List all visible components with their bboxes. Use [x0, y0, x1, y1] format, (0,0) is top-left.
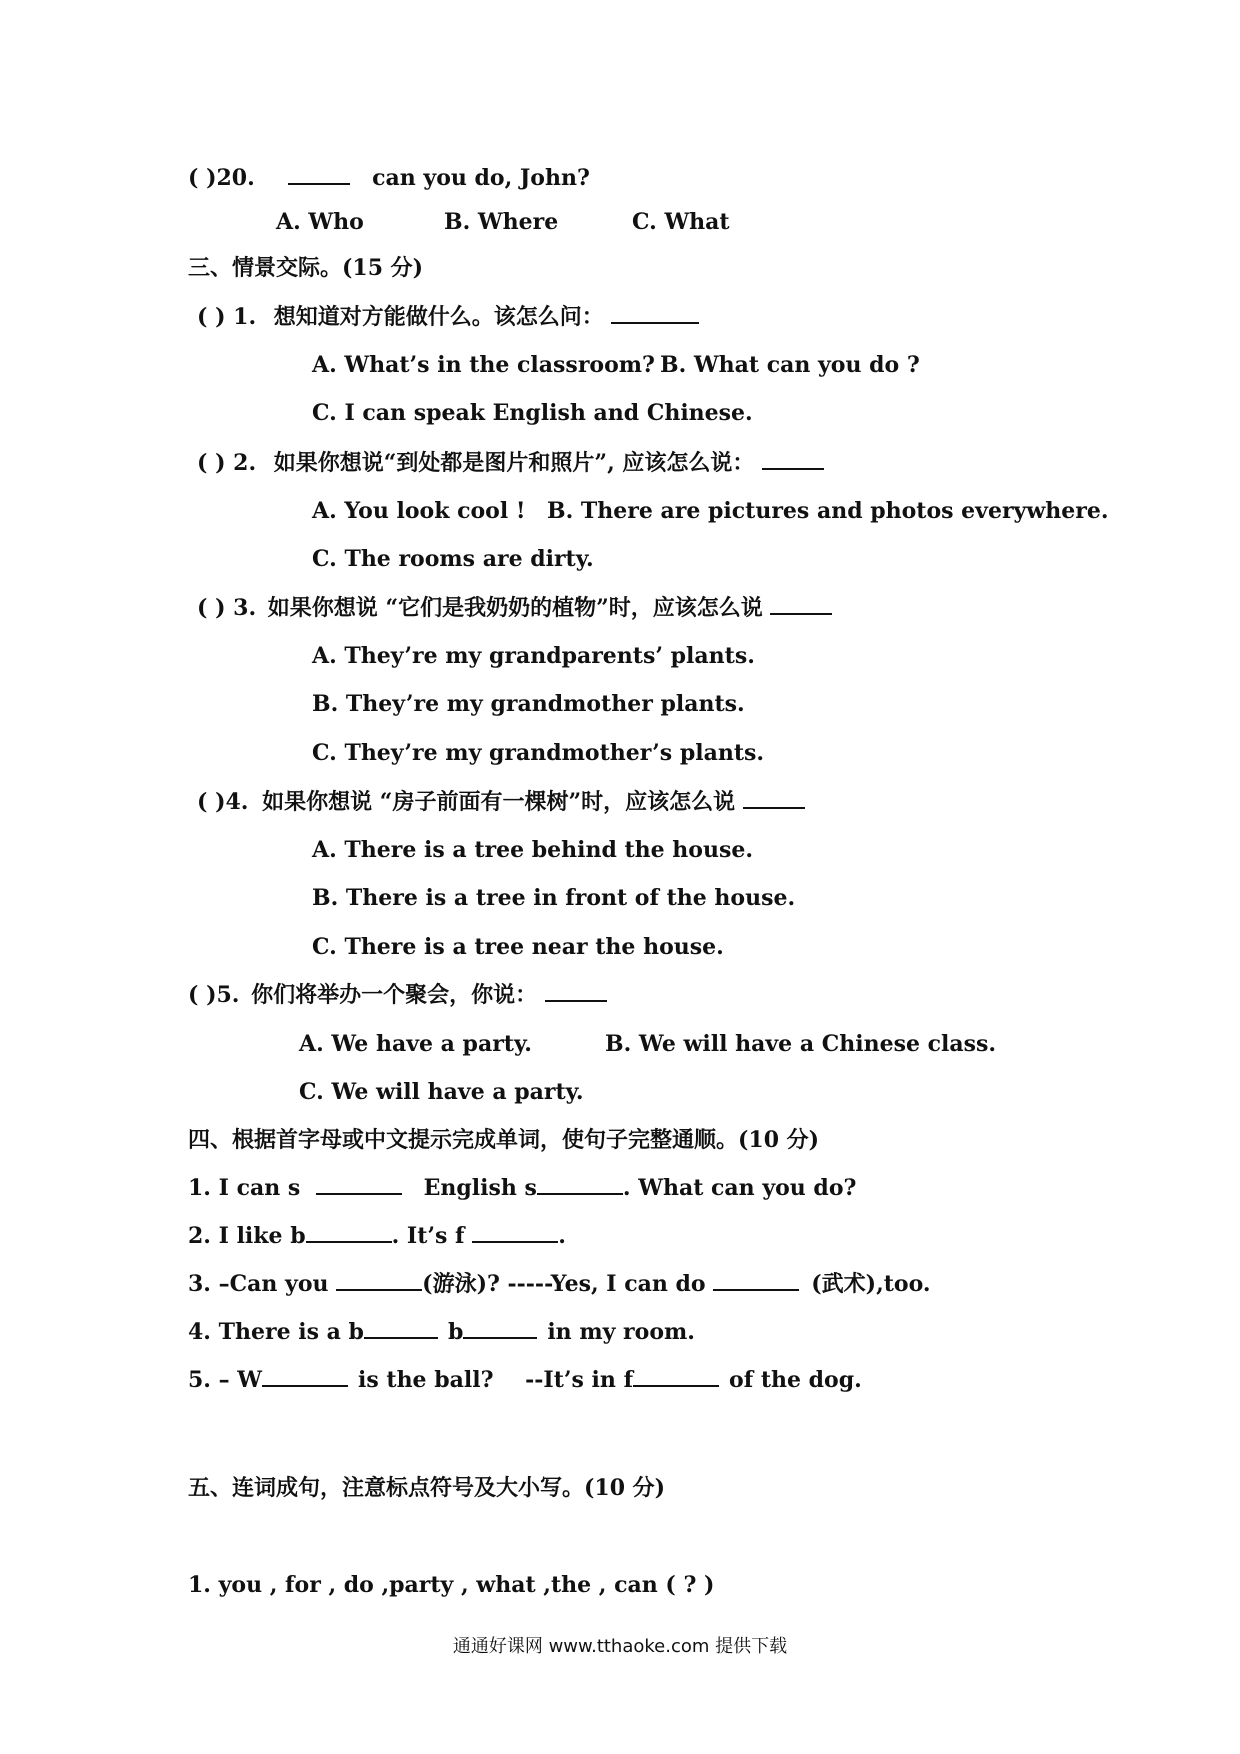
s3-q5-option-a: A. We have a party.: [299, 1031, 532, 1057]
s3-q1-option-b: B. What can you do ?: [660, 352, 920, 378]
item-text: English s: [423, 1175, 537, 1201]
answer-blank[interactable]: [537, 1173, 623, 1195]
s4-item-1: [188, 1173, 856, 1203]
section-5-title: 五、连词成句，注意标点符号及大小写。(10 分): [188, 1475, 666, 1501]
item-text: .: [558, 1223, 566, 1249]
question-prefix: ( )5.: [188, 982, 240, 1008]
s4-item-2: [188, 1221, 566, 1251]
item-text: b: [447, 1319, 464, 1345]
s3-q2-option-b: B. There are pictures and photos everywhere.: [547, 498, 1109, 524]
answer-blank[interactable]: [472, 1221, 558, 1243]
option-a: A. Who: [276, 209, 364, 235]
answer-blank[interactable]: [743, 787, 805, 809]
s3-question-4: [197, 787, 805, 817]
s3-q5-option-c: C. We will have a party.: [299, 1079, 584, 1105]
s3-question-1: [197, 302, 699, 332]
answer-blank[interactable]: [463, 1317, 537, 1339]
item-text: --It’s in f: [525, 1367, 634, 1393]
answer-blank[interactable]: [364, 1317, 438, 1339]
question-stem: 如果你想说 “房子前面有一棵树”时，应该怎么说: [262, 789, 736, 815]
answer-blank[interactable]: [770, 593, 832, 615]
item-text: in my room.: [547, 1319, 695, 1345]
s3-question-2: [197, 448, 824, 478]
item-text: 5. – W: [188, 1367, 262, 1393]
item-text: 4. There is a b: [188, 1319, 364, 1345]
answer-blank[interactable]: [306, 1221, 392, 1243]
s3-q4-option-b: B. There is a tree in front of the house.: [312, 885, 796, 911]
s3-q3-option-a: A. They’re my grandparents’ plants.: [312, 643, 755, 669]
question-prefix: ( ) 3.: [197, 595, 257, 621]
item-text: 3. –Can you: [188, 1271, 329, 1297]
answer-blank[interactable]: [762, 448, 824, 470]
s3-q3-option-b: B. They’re my grandmother plants.: [312, 691, 745, 717]
item-text: of the dog.: [729, 1367, 862, 1393]
section-3-title: 三、情景交际。(15 分): [188, 255, 424, 281]
s3-q1-option-c: C. I can speak English and Chinese.: [312, 400, 753, 426]
q20-option-b-wrap: [444, 207, 558, 237]
s3-q2-option-c: C. The rooms are dirty.: [312, 546, 594, 572]
s3-q1-option-a: A. What’s in the classroom?: [312, 352, 655, 378]
question-text: can you do, John?: [372, 165, 590, 191]
item-text: (武术),too.: [811, 1271, 931, 1297]
question-20: [188, 163, 590, 193]
item-text: (游泳)? -----Yes, I can do: [422, 1271, 706, 1297]
s3-question-3: [197, 593, 832, 623]
s3-q4-option-c: C. There is a tree near the house.: [312, 934, 724, 960]
question-paren: ( )20.: [188, 165, 255, 191]
question-prefix: ( )4.: [197, 789, 249, 815]
answer-blank[interactable]: [262, 1365, 348, 1387]
answer-blank[interactable]: [316, 1173, 402, 1195]
item-text: . What can you do?: [622, 1175, 857, 1201]
answer-blank[interactable]: [288, 163, 350, 185]
option-c: C. What: [632, 209, 730, 235]
answer-blank[interactable]: [713, 1269, 799, 1291]
item-text: . It’s f: [391, 1223, 465, 1249]
question-stem: 你们将举办一个聚会，你说：: [251, 982, 538, 1008]
q20-options: [276, 207, 364, 237]
s3-q2-option-a: A. You look cool !: [312, 498, 526, 524]
s5-item-1: 1. you , for , do ,party , what ,the , can ( ? ): [188, 1572, 715, 1598]
page-footer: 通通好课网 www.tthaoke.com 提供下载: [452, 1636, 788, 1657]
question-prefix: ( ) 2.: [197, 450, 257, 476]
question-stem: 如果你想说 “它们是我奶奶的植物”时，应该怎么说: [267, 595, 763, 621]
section-4-title: 四、根据首字母或中文提示完成单词，使句子完整通顺。(10 分): [188, 1127, 820, 1153]
question-stem: 如果你想说“到处都是图片和照片”, 应该怎么说：: [273, 450, 755, 476]
s4-item-5: [188, 1365, 862, 1395]
s3-question-5: [188, 980, 607, 1010]
s3-q3-option-c: C. They’re my grandmother’s plants.: [312, 740, 765, 766]
s3-q4-option-a: A. There is a tree behind the house.: [312, 837, 754, 863]
item-text: 1. I can s: [188, 1175, 301, 1201]
option-b: B. Where: [444, 209, 559, 235]
answer-blank[interactable]: [611, 302, 699, 324]
q20-option-c-wrap: [632, 207, 730, 237]
answer-blank[interactable]: [545, 980, 607, 1002]
s3-q5-option-b: B. We will have a Chinese class.: [605, 1031, 997, 1057]
item-text: 2. I like b: [188, 1223, 306, 1249]
s4-item-4: [188, 1317, 695, 1347]
answer-blank[interactable]: [336, 1269, 422, 1291]
s4-item-3: [188, 1269, 931, 1299]
item-text: is the ball?: [358, 1367, 494, 1393]
question-stem: 想知道对方能做什么。该怎么问：: [273, 304, 604, 330]
answer-blank[interactable]: [633, 1365, 719, 1387]
question-prefix: ( ) 1.: [197, 304, 257, 330]
